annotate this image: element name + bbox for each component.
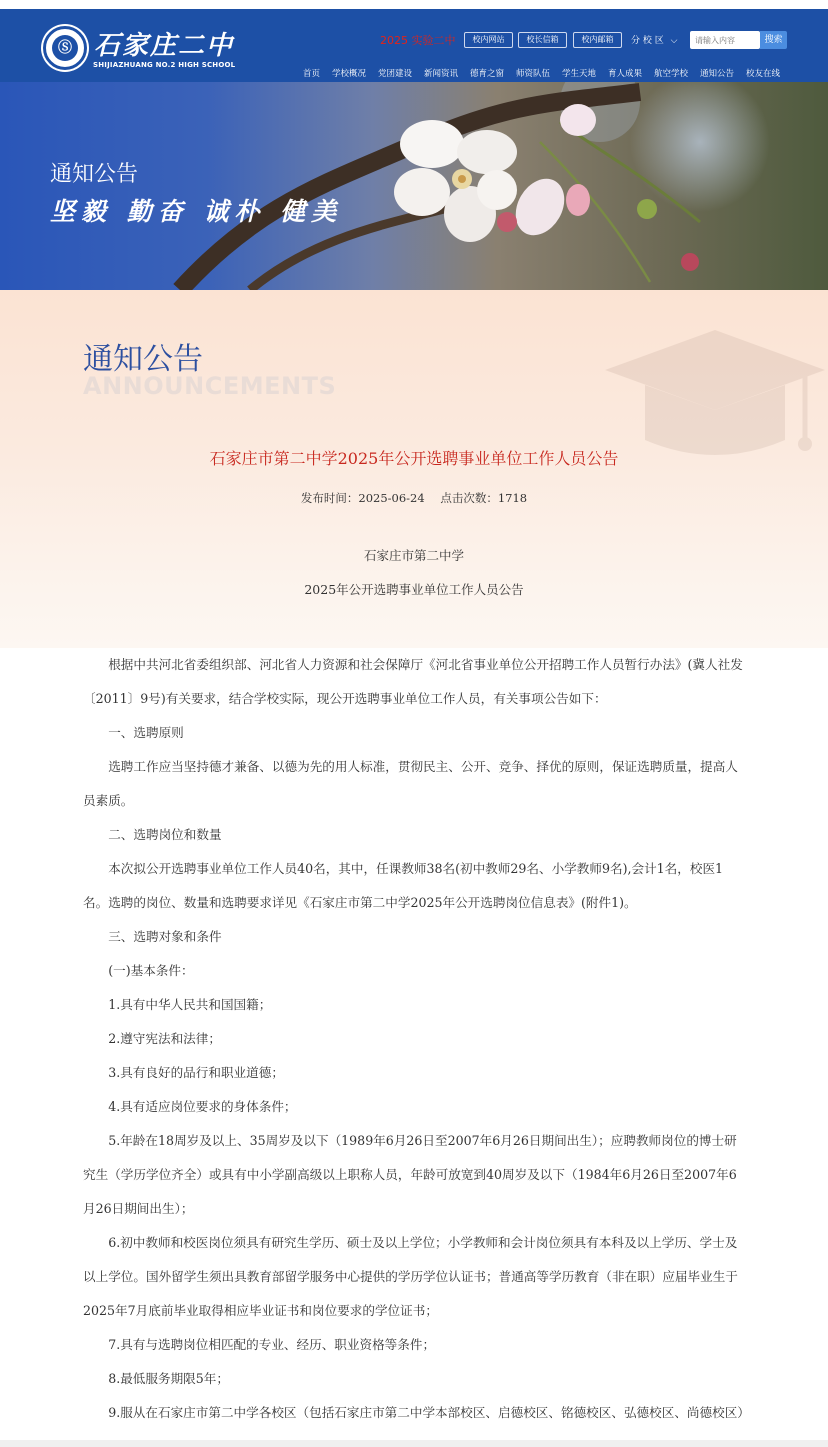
announcement-section bbox=[0, 290, 828, 648]
nav-item-home[interactable]: 首页 bbox=[303, 69, 321, 79]
paragraph: 二、选聘岗位和数量 bbox=[108, 827, 222, 842]
nav-item-teachers[interactable]: 师资队伍 bbox=[516, 69, 551, 79]
paragraph: 一、选聘原则 bbox=[108, 725, 184, 740]
section-title: 通知公告 bbox=[83, 342, 203, 377]
clicks-value: 1718 bbox=[497, 491, 528, 505]
publish-label: 发布时间： bbox=[300, 491, 359, 505]
nav-item-alumni[interactable]: 校友在线 bbox=[746, 69, 781, 79]
campus-dropdown[interactable] bbox=[631, 33, 677, 46]
paragraph: 选聘工作应当坚持德才兼备、以德为先的用人标准，贯彻民主、公开、竞争、择优的原则，保证选聘质量，提高人员素质。 bbox=[83, 759, 738, 808]
paragraph: 4.具有适应岗位要求的身体条件； bbox=[108, 1099, 297, 1114]
paragraph: 根据中共河北省委组织部、河北省人力资源和社会保障厅《河北省事业单位公开招聘工作人员暂行办法》(冀人社发〔2011〕9号)有关要求，结合学校实际，现公开选聘事业单位工作人员，有关事项公告如下： bbox=[83, 657, 743, 706]
paragraph: 7.具有与选聘岗位相匹配的专业、经历、职业资格等条件； bbox=[108, 1337, 436, 1352]
campus-dropdown-label: 分 校 区 bbox=[631, 36, 664, 46]
logo-chinese-name[interactable]: 石家庄二中 bbox=[94, 31, 235, 61]
article-body bbox=[83, 648, 747, 1447]
search-button[interactable]: 搜索 bbox=[760, 31, 787, 49]
paragraph: 2.遵守宪法和法律； bbox=[108, 1031, 221, 1046]
click-count bbox=[440, 491, 527, 505]
bottom-edge bbox=[0, 1440, 828, 1447]
paragraph: 5.年龄在18周岁及以上、35周岁及以下（1989年6月26日至2007年6月26日期间出生）；应聘教师岗位的博士研究生（学历学位齐全）或具有中小学副高级以上职称人员，年龄可放宽到40周岁及以下（1984年6月26日至2007年6月26日期间出生）； bbox=[83, 1133, 737, 1216]
nav-item-party[interactable]: 党团建设 bbox=[378, 69, 413, 79]
campus-email-button[interactable]: 校内邮箱 bbox=[573, 32, 622, 48]
clicks-label: 点击次数： bbox=[440, 491, 498, 505]
site-header bbox=[0, 9, 828, 82]
article-meta bbox=[0, 490, 828, 506]
publish-value: 2025-06-24 bbox=[358, 491, 425, 505]
article-org: 石家庄市第二中学 bbox=[363, 548, 464, 563]
main-nav bbox=[0, 67, 828, 81]
paragraph: 9.服从在石家庄市第二中学各校区（包括石家庄市第二中学本部校区、启德校区、铭德校区、弘德校区、尚德校区） bbox=[108, 1405, 744, 1420]
top-strip bbox=[0, 0, 828, 9]
nav-item-overview[interactable]: 学校概况 bbox=[332, 69, 367, 79]
nav-item-students[interactable]: 学生天地 bbox=[562, 69, 597, 79]
school-emblem-icon[interactable]: Ⓢ bbox=[43, 26, 87, 70]
nav-item-notices[interactable]: 通知公告 bbox=[700, 69, 735, 79]
publish-date bbox=[301, 491, 425, 505]
paragraph: 6.初中教师和校医岗位须具有研究生学历、硕士及以上学位；小学教师和会计岗位须具有本科及以上学历、学士及以上学位。国外留学生须出具教育部留学服务中心提供的学历学位认证书；普通高等学历教育（非在职）应届毕业生于2025年7月底前毕业取得相应毕业证书和岗位要求的学位证书； bbox=[83, 1235, 738, 1318]
search-input[interactable] bbox=[690, 31, 760, 49]
paragraph: 1.具有中华人民共和国国籍； bbox=[108, 997, 272, 1012]
chevron-down-icon: ⌵ bbox=[670, 36, 678, 46]
banner-motto: 坚毅 勤奋 诚朴 健美 bbox=[50, 197, 343, 226]
article-subtitle: 2025年公开选聘事业单位工作人员公告 bbox=[304, 582, 524, 597]
paragraph: (一)基本条件： bbox=[108, 963, 194, 978]
paragraph: 三、选聘对象和条件 bbox=[108, 929, 222, 944]
header-slogan: 2025 实验二中 bbox=[380, 34, 456, 47]
hero-banner bbox=[0, 82, 828, 290]
paragraph: 本次拟公开选聘事业单位工作人员40名，其中，任课教师38名(初中教师29名、小学教师9名),会计1名，校医1名。选聘的岗位、数量和选聘要求详见《石家庄市第二中学2025年公开选聘岗位信息表》(附件1)。 bbox=[83, 861, 724, 910]
banner-title: 通知公告 bbox=[50, 162, 139, 187]
nav-item-moral[interactable]: 德育之窗 bbox=[470, 69, 505, 79]
article-title: 石家庄市第二中学2025年公开选聘事业单位工作人员公告 bbox=[209, 449, 619, 468]
section-title-en: ANNOUNCEMENTS bbox=[83, 372, 337, 400]
nav-item-news[interactable]: 新闻资讯 bbox=[424, 69, 459, 79]
nav-item-achievements[interactable]: 育人成果 bbox=[608, 69, 643, 79]
nav-item-aviation[interactable]: 航空学校 bbox=[654, 69, 689, 79]
logo-english-name: SHIJIAZHUANG NO.2 HIGH SCHOOL bbox=[93, 61, 236, 69]
principal-mailbox-button[interactable]: 校长信箱 bbox=[518, 32, 567, 48]
paragraph: 8.最低服务期限5年； bbox=[108, 1371, 229, 1386]
paragraph: 3.具有良好的品行和职业道德； bbox=[108, 1065, 284, 1080]
campus-site-button[interactable]: 校内网站 bbox=[464, 32, 513, 48]
